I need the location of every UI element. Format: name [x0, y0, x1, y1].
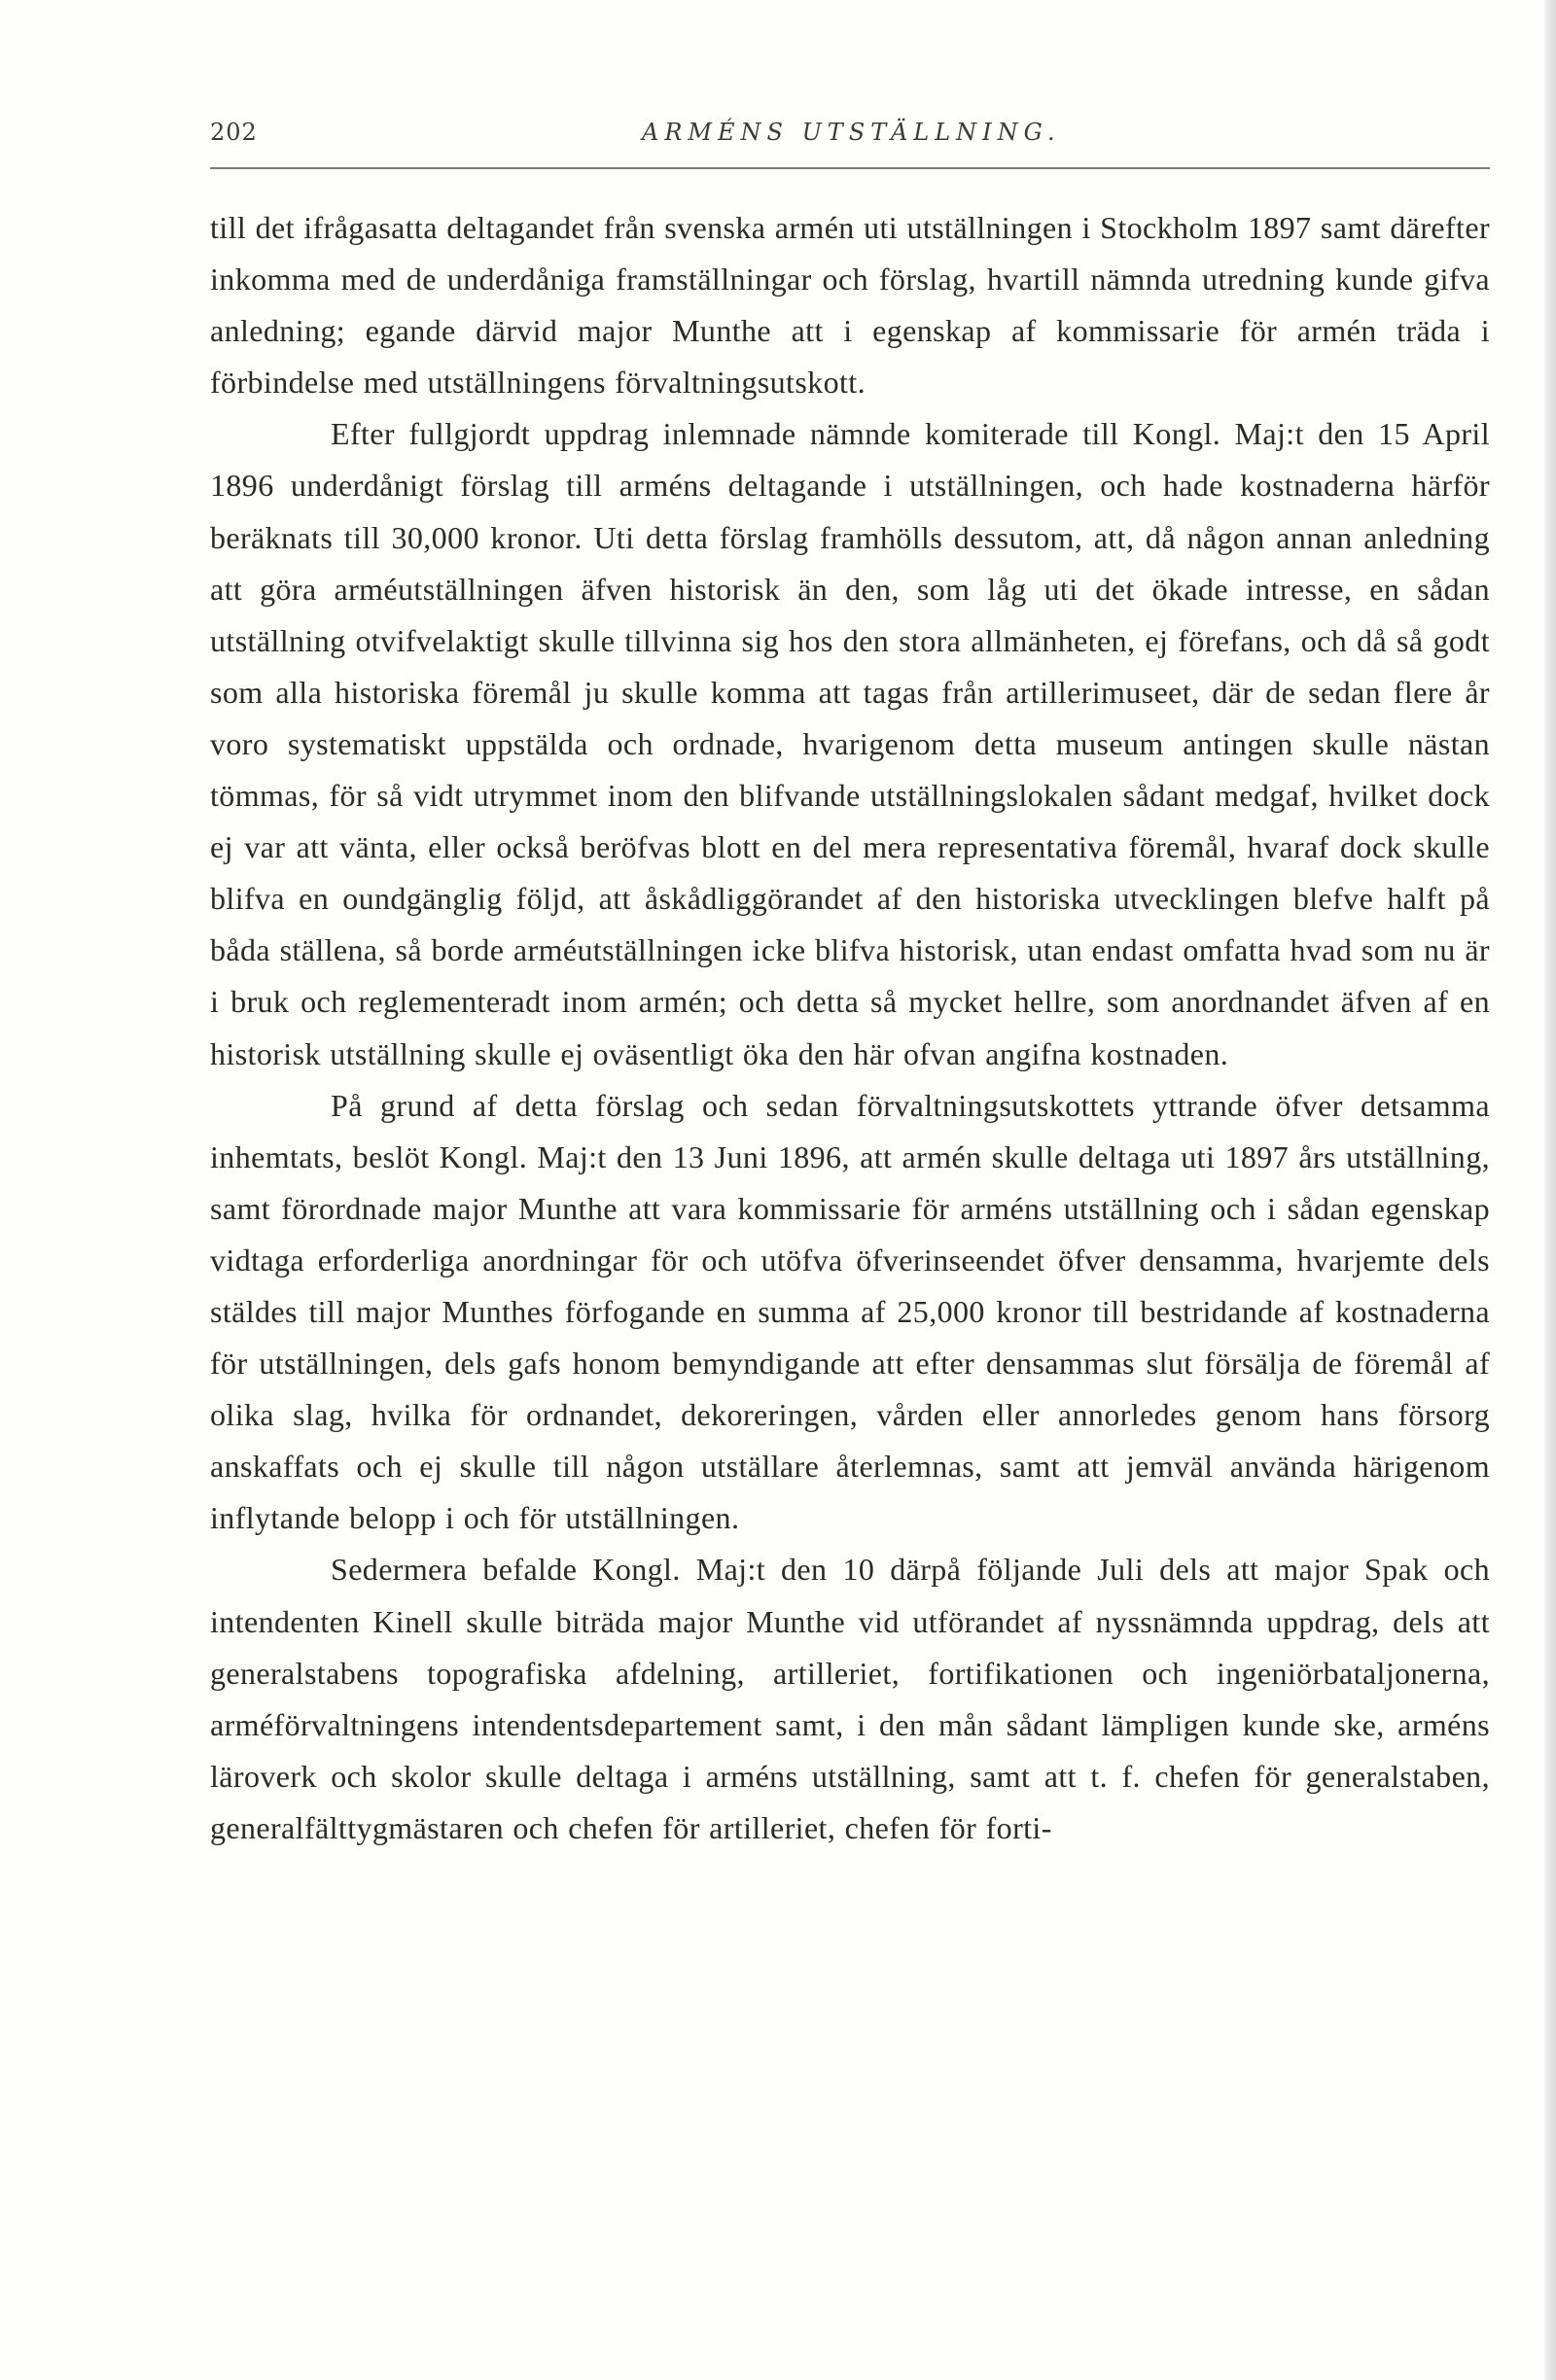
paragraph: Efter fullgjordt uppdrag inlemnade nämnde komiterade till Kongl. Maj:t den 15 April 1896 underdånigt förslag till arméns deltagande i utställningen, och hade kostnaderna härför beräknats till 30,000 kronor. Uti detta förslag framhölls dessutom, att, då någon annan anledning att göra arméutställningen äfven historisk än den, som låg uti det ökade intresse, en sådan utställning otvifvelaktigt skulle tillvinna sig hos den stora allmänheten, ej förefans, och då så godt som alla historiska föremål ju skulle komma att tagas från artillerimuseet, där de sedan flere år voro systematiskt uppstälda och ordnade, hvarigenom detta museum antingen skulle nästan tömmas, för så vidt utrymmet inom den blifvande utställningslokalen sådant medgaf, hvilket dock ej var att vänta, eller också beröfvas blott en del mera representativa föremål, hvaraf dock skulle blifva en oundgänglig följd, att åskådliggörandet af den historiska utvecklingen blefve halft på båda ställena, så borde arméutställningen icke blifva historisk, utan endast omfatta hvad som nu är i bruk och reglementeradt inom armén; och detta så mycket hellre, som anordnandet äfven af en historisk utställning skulle ej oväsentligt öka den här ofvan angifna kostnaden.: [210, 416, 1490, 1071]
body-text: [210, 202, 1490, 1854]
paragraph: På grund af detta förslag och sedan förvaltningsutskottets yttrande öfver detsamma inhemtats, beslöt Kongl. Maj:t den 13 Juni 1896, att armén skulle deltaga uti 1897 års utställning, samt förordnade major Munthe att vara kommissarie för arméns utställning och i sådan egenskap vidtaga erforderliga anordningar för och utöfva öfverinseendet öfver densamma, hvarjemte dels stäldes till major Munthes förfogande en summa af 25,000 kronor till bestridande af kostnaderna för utställningen, dels gafs honom bemyndigande att efter densammas slut försälja de föremål af olika slag, hvilka för ordnandet, dekoreringen, vården eller annorledes genom hans försorg anskaffats och ej skulle till någon utställare återlemnas, samt att jemväl använda härigenom inflytande belopp i och för utställningen.: [210, 1087, 1490, 1536]
running-title: ARMÉNS UTSTÄLLNING.: [642, 119, 1061, 146]
paragraph: till det ifrågasatta deltagandet från svenska armén uti utställningen i Stockholm 1897 samt därefter inkomma med de underdåniga framställningar och förslag, hvartill nämnda utredning kunde gifva anledning; egande därvid major Munthe att i egenskap af kommissarie för armén träda i förbindelse med utställningens förvaltningsutskott.: [210, 210, 1490, 401]
header-rule: [210, 167, 1490, 169]
page-header: [210, 119, 1490, 158]
page-number: 202: [210, 119, 258, 146]
page-edge-shadow: [1544, 0, 1556, 2380]
paragraph: Sedermera befalde Kongl. Maj:t den 10 därpå följande Juli dels att major Spak och intendenten Kinell skulle biträda major Munthe vid utförandet af nyssnämnda uppdrag, dels att generalstabens topografiska afdelning, artilleriet, fortifikationen och ingeniörbataljonerna, arméförvaltningens intendentsdepartement samt, i den mån sådant lämpligen kunde ske, arméns läroverk och skolor skulle deltaga i arméns utställning, samt att t. f. chefen för generalstaben, generalfälttygmästaren och chefen för artilleriet, chefen för forti-: [210, 1552, 1490, 1845]
